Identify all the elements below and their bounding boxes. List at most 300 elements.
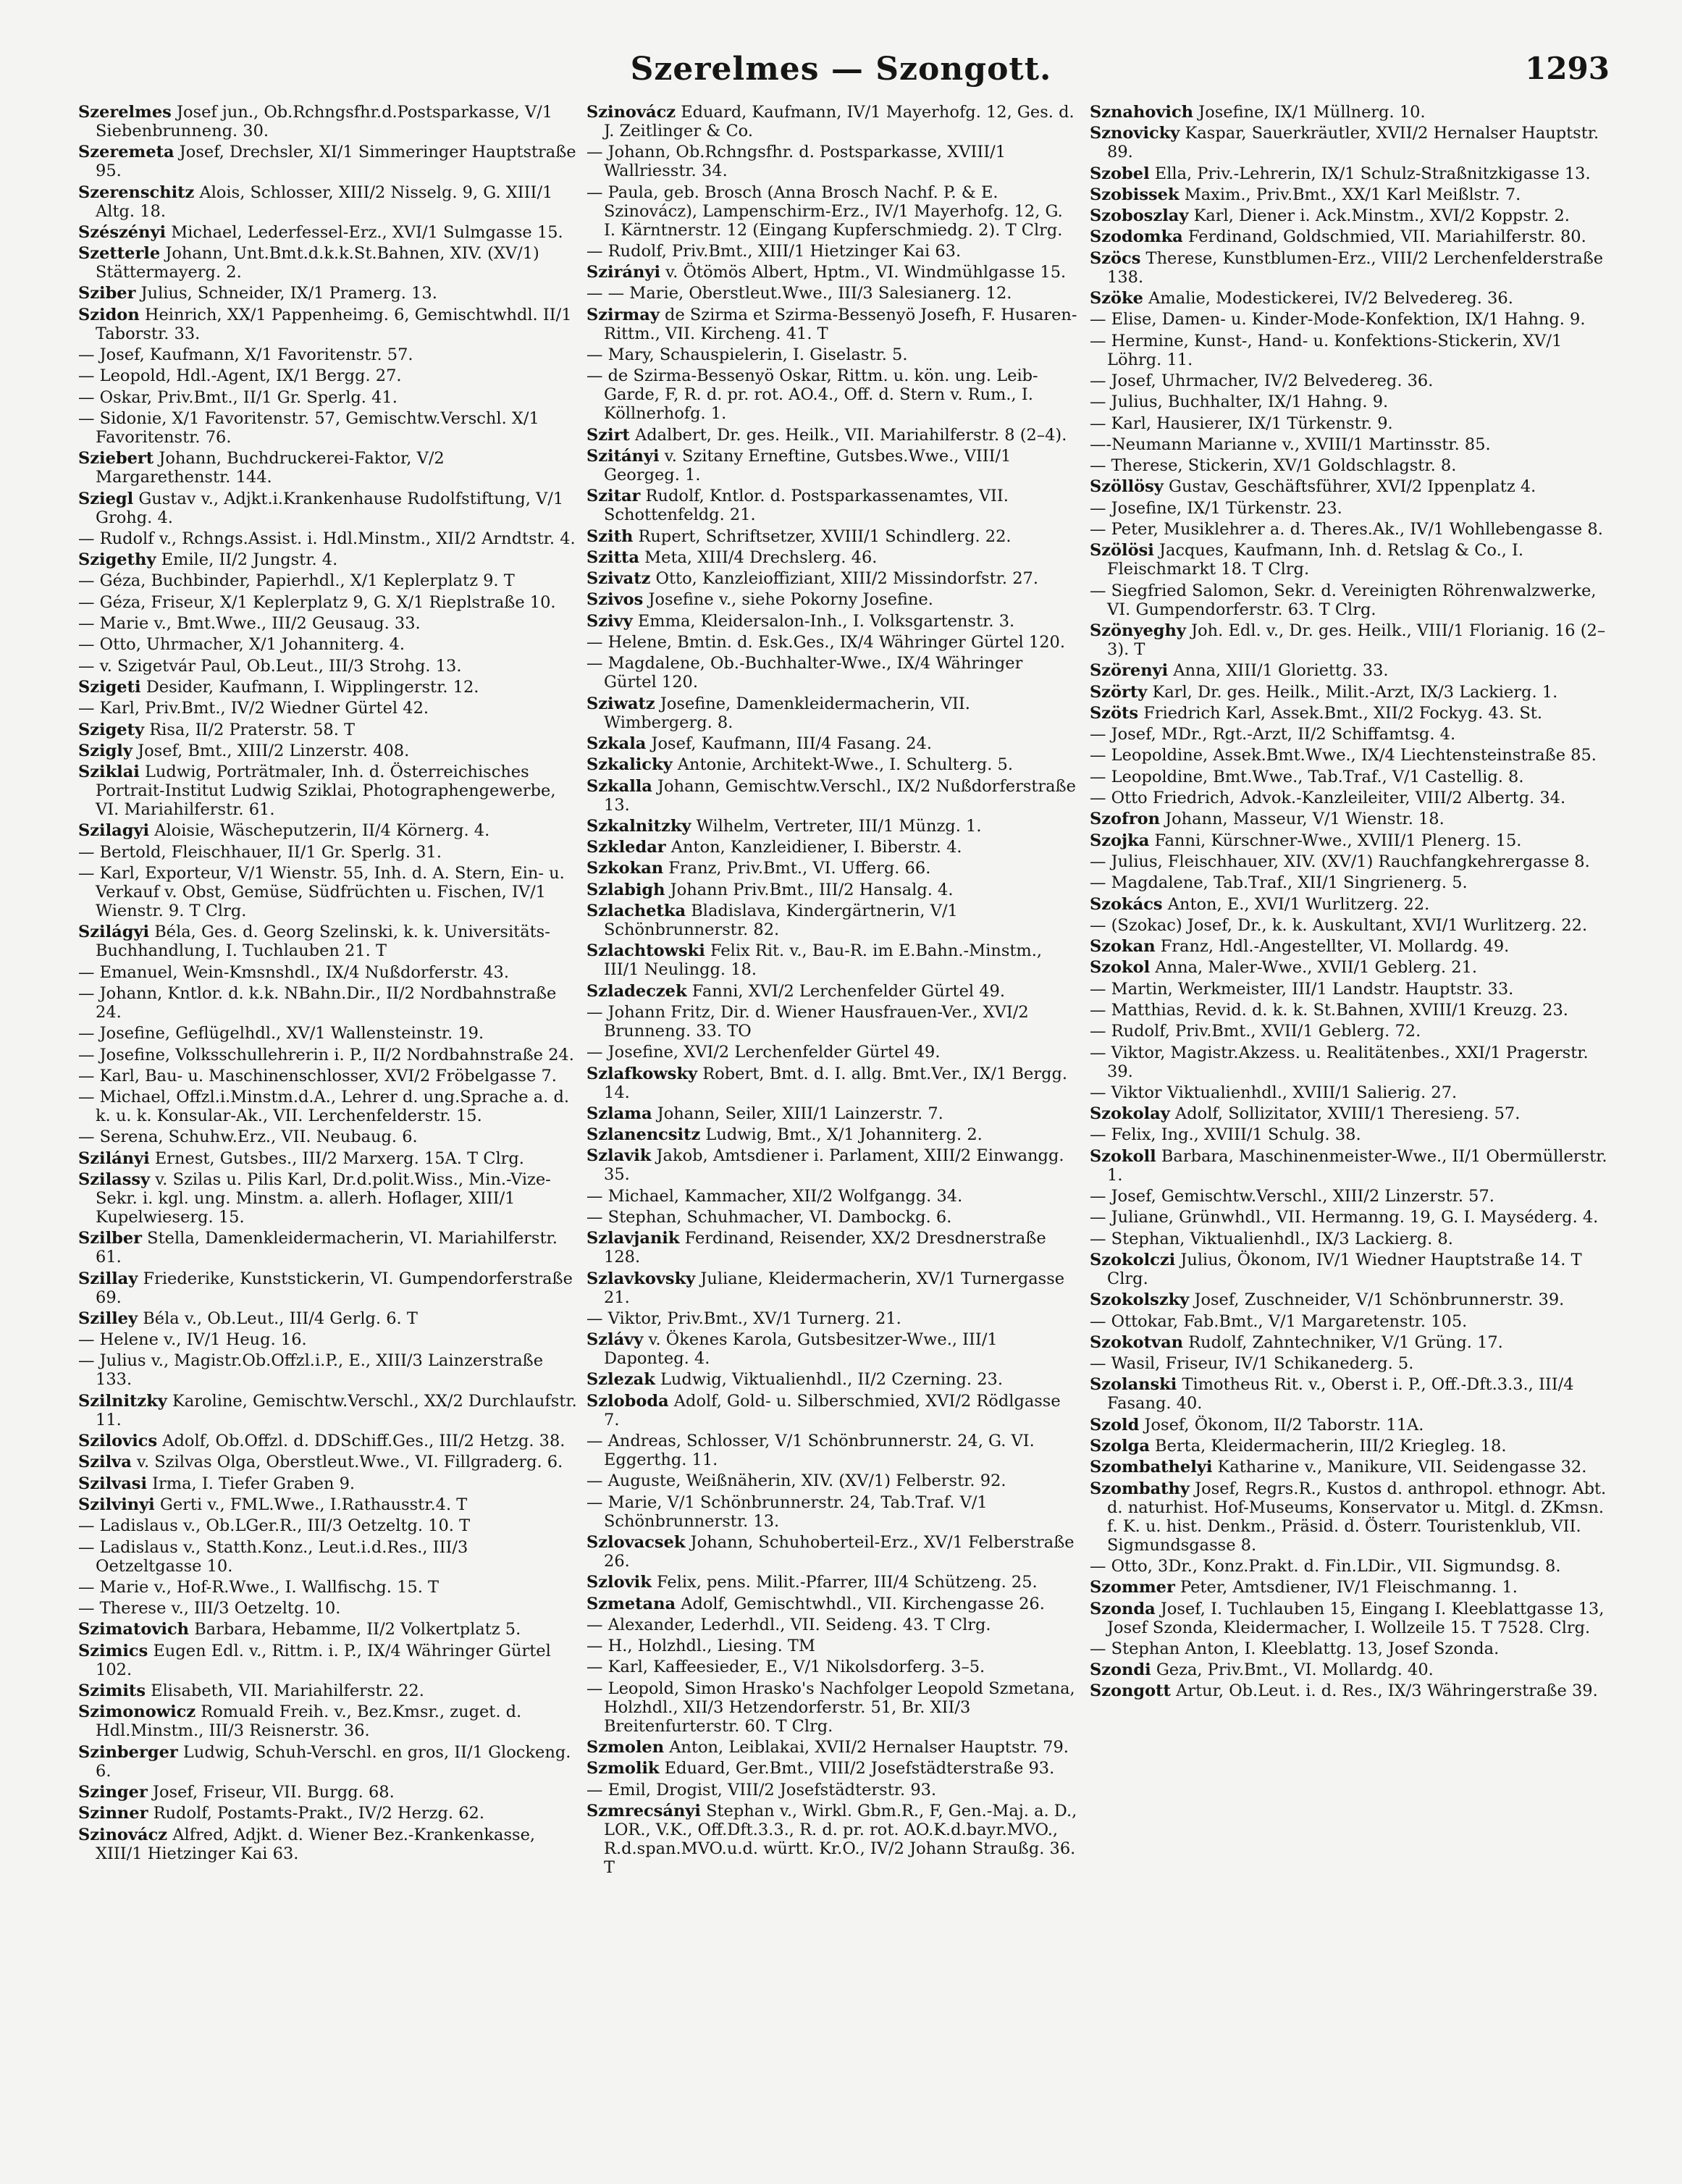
- directory-entry: [78, 678, 578, 697]
- entry-details: Josef, Friseur, VII. Burgg. 68.: [147, 1782, 395, 1802]
- entry-details: Juliane, Kleidermacherin, XV/1 Turnergasse 21.: [604, 1269, 1065, 1307]
- entry-details: Antonie, Architekt-Wwe., I. Schulterg. 5.: [672, 755, 1013, 775]
- directory-entry: [78, 1309, 578, 1328]
- directory-entry: [1090, 1437, 1611, 1456]
- entry-details: Johann, Masseur, V/1 Wienstr. 18.: [1159, 810, 1445, 829]
- entry-surname: Szombathy: [1090, 1479, 1190, 1498]
- column-3: [1090, 103, 1611, 2152]
- entry-details: Amalie, Modestickerei, IV/2 Belvedereg. 36.: [1143, 289, 1513, 308]
- directory-entry: [78, 742, 578, 760]
- directory-entry: [1090, 1147, 1611, 1185]
- entry-surname: Sziebert: [78, 449, 154, 469]
- directory-entry: [1090, 683, 1611, 702]
- entry-details: — v. Szigetvár Paul, Ob.Leut., III/3 Strohg. 13.: [78, 656, 462, 676]
- directory-entry: [78, 923, 578, 960]
- entry-details: Josef, I. Tuchlauben 15, Eingang I. Kleeblattgasse 13, Josef Szonda, Kleidermacher, I. Wollzeile 15. T 7528. Clrg.: [1107, 1599, 1605, 1637]
- entry-details: — Rudolf, Priv.Bmt., XVII/1 Geblerg. 72.: [1090, 1022, 1421, 1041]
- entry-details: Katharine v., Manikure, VII. Seidengasse 32.: [1212, 1458, 1587, 1477]
- directory-entry: [1090, 1125, 1611, 1144]
- directory-entry: [1090, 1639, 1611, 1658]
- entry-surname: Szilányi: [78, 1148, 150, 1168]
- directory-entry: [78, 223, 578, 242]
- entry-details: —-Neumann Marianne v., XVIII/1 Martinsstr. 85.: [1090, 434, 1491, 454]
- entry-details: Rudolf, Kntlor. d. Postsparkassenamtes, VII. Schottenfeldg. 21.: [604, 487, 1009, 525]
- entry-details: — Géza, Friseur, X/1 Keplerplatz 9, G. X/1 Rieplstraße 10.: [78, 592, 556, 612]
- entry-details: — Marie v., Hof-R.Wwe., I. Wallfischg. 15. T: [78, 1577, 440, 1597]
- entry-surname: Szmolik: [586, 1759, 660, 1778]
- entry-surname: Szlachtowski: [586, 941, 705, 961]
- entry-details: — Otto, Uhrmacher, X/1 Johanniterg. 4.: [78, 635, 405, 655]
- directory-entry: [1090, 206, 1611, 225]
- directory-entry: [78, 1538, 578, 1576]
- directory-entry: [1090, 1312, 1611, 1331]
- entry-details: Johann, Schuhoberteil-Erz., XV/1 Felberstraße 26.: [604, 1532, 1075, 1571]
- directory-entry: [78, 1681, 578, 1700]
- entry-surname: Szetterle: [78, 244, 161, 264]
- entry-details: — Siegfried Salomon, Sekr. d. Vereinigten Röhrenwalzwerke, VI. Gumpendorferstr. 63. T Clrg.: [1090, 581, 1597, 619]
- entry-surname: Szombathelyi: [1090, 1458, 1213, 1477]
- entry-surname: Szokan: [1090, 937, 1156, 957]
- entry-surname: Szladeczek: [586, 981, 687, 1001]
- entry-surname: Szlabigh: [586, 880, 665, 899]
- directory-entry: [586, 1187, 1079, 1206]
- directory-entry: [586, 263, 1079, 282]
- entry-details: Alfred, Adjkt. d. Wiener Bez.-Krankenkasse, XIII/1 Hietzinger Kai 63.: [96, 1825, 536, 1863]
- directory-entry: [586, 548, 1079, 567]
- directory-entry: [586, 103, 1079, 140]
- entry-details: v. Szilas u. Pilis Karl, Dr.d.polit.Wiss., Min.-Vize-Sekr. i. kgl. ung. Minstm. a. allerh. Hoflager, XIII/1 Kupelwieserg. 15.: [96, 1169, 551, 1227]
- entry-details: Berta, Kleidermacherin, III/2 Kriegleg. 18.: [1149, 1437, 1507, 1456]
- entry-details: Ella, Priv.-Lehrerin, IX/1 Schulz-Straßnitzkigasse 13.: [1149, 164, 1591, 183]
- directory-entry: [586, 1043, 1079, 1062]
- directory-entry: [78, 1170, 578, 1227]
- directory-entry: [1090, 477, 1611, 496]
- entry-surname: Szommer: [1090, 1578, 1175, 1597]
- entry-details: Adolf, Sollizitator, XVIII/1 Theresieng. 57.: [1169, 1104, 1521, 1124]
- directory-entry: [586, 345, 1079, 364]
- directory-entry: [78, 1826, 578, 1863]
- directory-entry: [78, 1453, 578, 1471]
- entry-details: Desider, Kaufmann, I. Wipplingerstr. 12.: [140, 677, 479, 697]
- entry-details: Romuald Freih. v., Bez.Kmsr., zuget. d. Hdl.Minstm., III/3 Reisnerstr. 36.: [96, 1702, 522, 1741]
- directory-entry: [78, 529, 578, 548]
- directory-entry: [1090, 581, 1611, 619]
- entry-surname: Szlávy: [586, 1330, 644, 1350]
- entry-details: — H., Holzhdl., Liesing. TM: [586, 1637, 815, 1656]
- directory-entry: [586, 1759, 1079, 1778]
- directory-entry: [1090, 332, 1611, 369]
- entry-surname: Sznovicky: [1090, 124, 1180, 143]
- entry-details: Peter, Amtsdiener, IV/1 Fleischmanng. 1.: [1174, 1578, 1518, 1597]
- entry-surname: Szold: [1090, 1415, 1140, 1435]
- directory-entry: [78, 143, 578, 180]
- entry-surname: Szolga: [1090, 1437, 1150, 1456]
- directory-entry: [78, 1067, 578, 1085]
- directory-entry: [586, 487, 1079, 524]
- entry-surname: Szilassy: [78, 1169, 151, 1189]
- entry-surname: Szofron: [1090, 810, 1160, 829]
- directory-entry: [78, 1578, 578, 1597]
- entry-surname: Szilvasi: [78, 1474, 147, 1493]
- entry-details: Joh. Edl. v., Dr. ges. Heilk., VIII/1 Florianig. 16 (2–3). T: [1107, 621, 1606, 659]
- entry-details: Ferdinand, Goldschmied, VII. Mariahilferstr. 80.: [1182, 227, 1586, 247]
- entry-details: — Michael, Kammacher, XII/2 Wolfgangg. 34.: [586, 1186, 963, 1206]
- entry-details: — Josef, Uhrmacher, IV/2 Belvedereg. 36.: [1090, 371, 1434, 390]
- entry-details: Adolf, Gemischtwhdl., VII. Kirchengasse 26.: [676, 1594, 1045, 1613]
- directory-entry: [586, 1208, 1079, 1227]
- directory-entry: [586, 838, 1079, 857]
- entry-details: — Viktor, Magistr.Akzess. u. Realitätenbes., XXI/1 Pragerstr. 39.: [1090, 1043, 1589, 1081]
- entry-details: Julius, Ökonom, IV/1 Wiedner Hauptstraße 14. T Clrg.: [1107, 1250, 1582, 1288]
- entry-details: — Karl, Exporteur, V/1 Wienstr. 55, Inh. d. A. Stern, Ein- u. Verkauf v. Obst, Gemüse, Südfrüchten u. Fischen, IV/1 Wienstr. 9. T Clrg.: [78, 864, 565, 921]
- directory-entry: [78, 284, 578, 303]
- entry-surname: Szilber: [78, 1229, 143, 1248]
- entry-details: — de Szirma-Bessenyö Oskar, Rittm. u. kön. ung. Leib-Garde, F, R. d. pr. rot. AO.4., Off. d. Stern v. Rum., I. Köllnerhofg. 1.: [586, 366, 1038, 424]
- entry-surname: Szokol: [1090, 958, 1151, 978]
- directory-entry: [586, 1573, 1079, 1592]
- directory-entry: [586, 734, 1079, 753]
- entry-surname: Szongott: [1090, 1681, 1171, 1701]
- directory-entry: [1090, 810, 1611, 828]
- directory-entry: [1090, 371, 1611, 390]
- page-number: 1293: [1525, 51, 1610, 86]
- entry-surname: Szmolen: [586, 1738, 665, 1757]
- entry-details: Josef, Regrs.R., Kustos d. anthropol. ethnogr. Abt. d. naturhist. Hof-Museums, Konservator u. Mitgl. d. ZKmsn. f. K. u. hist. Denkm., Präsid. d. Österr. Touristenklub, VII. Sigmundsgasse 8.: [1107, 1479, 1607, 1555]
- directory-entry: [1090, 1557, 1611, 1576]
- directory-entry: [586, 859, 1079, 878]
- directory-entry: [1090, 831, 1611, 850]
- entry-details: Josef, Kaufmann, III/4 Fasang. 24.: [646, 734, 932, 753]
- entry-details: — Leopold, Hdl.-Agent, IX/1 Bergg. 27.: [78, 366, 402, 386]
- directory-entry: [586, 1616, 1079, 1634]
- directory-entry: [586, 694, 1079, 732]
- entry-details: Adalbert, Dr. ges. Heilk., VII. Mariahilferstr. 8 (2–4).: [629, 425, 1067, 445]
- entry-details: — Josef, Kaufmann, X/1 Favoritenstr. 57.: [78, 345, 413, 365]
- entry-surname: Szkledar: [586, 838, 666, 857]
- directory-entry: [586, 1533, 1079, 1571]
- entry-surname: Szöts: [1090, 703, 1139, 723]
- directory-entry: [1090, 1043, 1611, 1081]
- entry-surname: Szkalla: [586, 776, 652, 796]
- entry-surname: Szerelmes: [78, 103, 172, 122]
- entry-surname: Szkalnitzky: [586, 816, 691, 836]
- entry-surname: Szlanencsitz: [586, 1125, 701, 1145]
- entry-surname: Szkala: [586, 734, 647, 753]
- entry-details: — Sidonie, X/1 Favoritenstr. 57, Gemischtw.Verschl. X/1 Favoritenstr. 76.: [78, 408, 539, 447]
- entry-surname: Szimonowicz: [78, 1702, 196, 1722]
- entry-details: — Helene, Bmtin. d. Esk.Ges., IX/4 Währinger Gürtel 120.: [586, 633, 1065, 652]
- directory-entry: [586, 447, 1079, 484]
- entry-surname: Szöcs: [1090, 248, 1141, 268]
- directory-entry: [78, 657, 578, 676]
- entry-details: Wilhelm, Vertreter, III/1 Münzg. 1.: [691, 816, 982, 836]
- entry-surname: Szith: [586, 526, 634, 546]
- directory-entry: [1090, 1458, 1611, 1477]
- entry-details: Johann Priv.Bmt., III/2 Hansalg. 4.: [665, 880, 954, 899]
- entry-surname: Szodomka: [1090, 227, 1183, 247]
- entry-details: Gustav v., Adjkt.i.Krankenhause Rudolfstiftung, V/1 Grohg. 4.: [96, 489, 564, 527]
- entry-details: Anna, Maler-Wwe., XVII/1 Geblerg. 21.: [1150, 958, 1478, 978]
- entry-details: Johann, Unt.Bmt.d.k.k.St.Bahnen, XIV. (XV/1) Stättermayerg. 2.: [96, 244, 539, 282]
- entry-surname: Szilvinyi: [78, 1495, 155, 1514]
- entry-surname: Szilley: [78, 1309, 138, 1328]
- directory-entry: [1090, 520, 1611, 539]
- entry-details: Josef, Bmt., XIII/2 Linzerstr. 408.: [132, 741, 410, 760]
- directory-entry: [586, 902, 1079, 939]
- entry-details: Risa, II/2 Praterstr. 58. T: [144, 720, 356, 739]
- directory-entry: [1090, 249, 1611, 287]
- directory-entry: [78, 1474, 578, 1493]
- directory-entry: [1090, 164, 1611, 183]
- directory-entry: [78, 1642, 578, 1679]
- directory-entry: [586, 1781, 1079, 1799]
- directory-entry: [586, 242, 1079, 261]
- entry-details: Franz, Priv.Bmt., VI. Ufferg. 66.: [663, 859, 931, 878]
- entry-surname: Szkokan: [586, 859, 664, 878]
- directory-entry: [1090, 725, 1611, 744]
- directory-entry: [78, 593, 578, 612]
- entry-details: — Viktor, Priv.Bmt., XV/1 Turnerg. 21.: [586, 1309, 901, 1328]
- directory-entry: [586, 1738, 1079, 1757]
- entry-surname: Szinner: [78, 1804, 148, 1823]
- entry-details: Heinrich, XX/1 Pappenheimg. 6, Gemischtwhdl. II/1 Taborstr. 33.: [96, 305, 572, 343]
- entry-details: — Emil, Drogist, VIII/2 Josefstädterstr. 93.: [586, 1780, 937, 1799]
- entry-surname: Szivos: [586, 590, 644, 610]
- entry-surname: Szigethy: [78, 550, 156, 570]
- directory-entry: [586, 881, 1079, 899]
- directory-entry: [586, 1125, 1079, 1144]
- directory-entry: [78, 763, 578, 819]
- entry-details: — Bertold, Fleischhauer, II/1 Gr. Sperlg. 31.: [78, 842, 442, 862]
- directory-entry: [1090, 103, 1611, 122]
- entry-surname: Szoboszlay: [1090, 206, 1189, 226]
- directory-entry: [78, 571, 578, 590]
- entry-details: Josef, Drechsler, XI/1 Simmeringer Hauptstraße 95.: [96, 143, 576, 181]
- directory-entry: [1090, 541, 1611, 579]
- entry-surname: Szirt: [586, 425, 630, 445]
- entry-surname: Szmetana: [586, 1594, 676, 1613]
- entry-details: — Otto, 3Dr., Konz.Prakt. d. Fin.LDir., VII. Sigmundsg. 8.: [1090, 1556, 1561, 1576]
- directory-entry: [78, 843, 578, 862]
- entry-surname: Szlafkowsky: [586, 1064, 698, 1083]
- entry-details: — Leopold, Simon Hrasko's Nachfolger Leopold Szmetana, Holzhdl., XII/3 Hetzendorferstr. 51, Br. XII/3 Breitenfurterstr. 60. T Clrg.: [586, 1679, 1075, 1736]
- directory-entry: [586, 982, 1079, 1001]
- entry-surname: Sziklai: [78, 763, 140, 782]
- directory-entry: [78, 183, 578, 221]
- directory-entry: [78, 1804, 578, 1823]
- entry-details: — Josef, Gemischtw.Verschl., XIII/2 Linzerstr. 57.: [1090, 1187, 1494, 1206]
- directory-entry: [1090, 1251, 1611, 1288]
- entry-details: Karoline, Gemischtw.Verschl., XX/2 Durchlaufstr. 11.: [96, 1391, 577, 1429]
- entry-surname: Szivy: [586, 611, 633, 631]
- entry-surname: Szolanski: [1090, 1375, 1177, 1395]
- entry-surname: Szillay: [78, 1269, 138, 1288]
- directory-entry: [1090, 124, 1611, 161]
- entry-surname: Szimics: [78, 1641, 148, 1660]
- directory-entry: [78, 345, 578, 364]
- entry-surname: Szinberger: [78, 1742, 178, 1762]
- directory-entry: [78, 550, 578, 569]
- entry-details: Barbara, Maschinenmeister-Wwe., II/1 Obermüllerstr. 1.: [1107, 1146, 1607, 1185]
- directory-entry: [1090, 1600, 1611, 1637]
- directory-entry: [78, 635, 578, 654]
- entry-surname: Szigeti: [78, 677, 141, 697]
- entry-details: Gerti v., FML.Wwe., I.Rathausstr.4. T: [154, 1495, 468, 1514]
- entry-details: Maxim., Priv.Bmt., XX/1 Karl Meißlstr. 7.: [1179, 185, 1521, 204]
- directory-entry: [586, 633, 1079, 652]
- entry-details: — Josef, MDr., Rgt.-Arzt, II/2 Schiffamtsg. 4.: [1090, 725, 1456, 744]
- directory-entry: [1090, 289, 1611, 308]
- directory-entry: [586, 569, 1079, 588]
- entry-surname: Szitányi: [586, 446, 660, 466]
- entry-surname: Szlama: [586, 1104, 652, 1123]
- entry-surname: Szlovacsek: [586, 1532, 686, 1552]
- entry-surname: Sziegl: [78, 489, 134, 508]
- entry-details: — Karl, Kaffeesieder, E., V/1 Nikolsdorferg. 3–5.: [586, 1658, 985, 1677]
- directory-entry: [1090, 768, 1611, 786]
- entry-details: — Ottokar, Fab.Bmt., V/1 Margaretenstr. 105.: [1090, 1311, 1468, 1331]
- entry-details: Anton, E., XVI/1 Wurlitzerg. 22.: [1162, 894, 1430, 914]
- entry-details: Rudolf, Zahntechniker, V/1 Grüng. 17.: [1183, 1332, 1503, 1352]
- directory-entry: [1090, 227, 1611, 246]
- entry-details: — Martin, Werkmeister, III/1 Landstr. Hauptstr. 33.: [1090, 979, 1514, 999]
- entry-details: — Elise, Damen- u. Kinder-Mode-Konfektion, IX/1 Hahng. 9.: [1090, 310, 1586, 329]
- entry-details: Irma, I. Tiefer Graben 9.: [147, 1474, 356, 1493]
- entry-surname: Szokolszky: [1090, 1290, 1190, 1310]
- entry-details: — Stephan, Schuhmacher, VI. Dambockg. 6.: [586, 1207, 952, 1227]
- directory-entry: [586, 1269, 1079, 1307]
- entry-details: Timotheus Rit. v., Oberst i. P., Off.-Dft.3.3., III/4 Fasang. 40.: [1107, 1375, 1574, 1414]
- entry-details: Anton, Kanzleidiener, I. Biberstr. 4.: [665, 838, 962, 857]
- entry-details: Rupert, Schriftsetzer, XVIII/1 Schindlerg. 22.: [633, 526, 1012, 546]
- entry-details: Julius, Schneider, IX/1 Pramerg. 13.: [135, 284, 437, 303]
- directory-entry: [78, 409, 578, 447]
- directory-entry: [1090, 852, 1611, 871]
- entry-details: Felix, pens. Milit.-Pfarrer, III/4 Schützeng. 25.: [651, 1573, 1038, 1592]
- entry-details: Johann, Buchdruckerei-Faktor, V/2 Margarethenstr. 144.: [96, 449, 445, 487]
- entry-details: Anna, XIII/1 Gloriettg. 33.: [1168, 661, 1389, 681]
- entry-details: — Julius, Buchhalter, IX/1 Hahng. 9.: [1090, 392, 1389, 412]
- directory-entry: [586, 1802, 1079, 1877]
- directory-entry: [78, 490, 578, 527]
- entry-details: Otto, Kanzleioffiziant, XIII/2 Missindorfstr. 27.: [650, 569, 1038, 589]
- directory-entry: [78, 1127, 578, 1146]
- directory-entry: [586, 941, 1079, 979]
- entry-details: Jakob, Amtsdiener i. Parlament, XIII/2 Einwangg. 35.: [604, 1146, 1064, 1185]
- entry-details: — Géza, Buchbinder, Papierhdl., X/1 Keplerplatz 9. T: [78, 571, 515, 591]
- entry-details: — Oskar, Priv.Bmt., II/1 Gr. Sperlg. 41.: [78, 387, 398, 407]
- entry-details: — Marie v., Bmt.Wwe., III/2 Geusaug. 33.: [78, 614, 421, 634]
- entry-details: — Leopoldine, Bmt.Wwe., Tab.Traf., V/1 Castellig. 8.: [1090, 767, 1524, 786]
- directory-entry: [78, 864, 578, 920]
- entry-details: — Stephan, Viktualienhdl., IX/3 Lackierg. 8.: [1090, 1229, 1453, 1248]
- directory-entry: [1090, 1375, 1611, 1413]
- entry-details: — Johann, Kntlor. d. k.k. NBahn.Dir., II/2 Nordbahnstraße 24.: [78, 983, 557, 1022]
- directory-entry: [586, 590, 1079, 609]
- entry-details: — Emanuel, Wein-Kmsnshdl., IX/4 Nußdorferstr. 43.: [78, 962, 510, 982]
- directory-entry: [78, 1351, 578, 1389]
- directory-entry: [1090, 704, 1611, 723]
- directory-entry: [1090, 1354, 1611, 1373]
- directory-entry: [78, 449, 578, 487]
- entry-details: — Johann, Ob.Rchngsfhr. d. Postsparkasse, XVIII/1 Wallriesstr. 34.: [586, 143, 1006, 181]
- entry-details: — Johann Fritz, Dir. d. Wiener Hausfrauen-Ver., XVI/2 Brunneng. 33. TO: [586, 1002, 1029, 1041]
- entry-details: — Hermine, Kunst-, Hand- u. Konfektions-Stickerin, XV/1 Löhrg. 11.: [1090, 331, 1563, 369]
- directory-entry: [586, 1229, 1079, 1267]
- entry-details: — Karl, Bau- u. Maschinenschlosser, XVI/2 Fröbelgasse 7.: [78, 1066, 557, 1085]
- entry-details: — Leopoldine, Assek.Bmt.Wwe., IX/4 Liechtensteinstraße 85.: [1090, 746, 1597, 765]
- entry-details: Elisabeth, VII. Mariahilferstr. 22.: [146, 1681, 424, 1701]
- running-head: Szerelmes — Szongott.: [630, 51, 1052, 88]
- entry-details: de Szirma et Szirma-Bessenyö Josefh, F. Husaren-Rittm., VII. Kircheng. 41. T: [604, 305, 1077, 343]
- directory-entry: [586, 612, 1079, 631]
- entry-details: Eugen Edl. v., Rittm. i. P., IX/4 Währinger Gürtel 102.: [96, 1641, 551, 1679]
- entry-details: Geza, Priv.Bmt., VI. Mollardg. 40.: [1151, 1660, 1434, 1680]
- entry-details: Josefine v., siehe Pokorny Josefine.: [643, 590, 933, 610]
- entry-surname: Szokolczi: [1090, 1250, 1176, 1269]
- entry-surname: Szitta: [586, 547, 639, 567]
- entry-details: Josefine, IX/1 Müllnerg. 10.: [1193, 103, 1426, 122]
- entry-details: — Josefine, IX/1 Türkenstr. 23.: [1090, 498, 1342, 518]
- directory-entry: [78, 1620, 578, 1639]
- entry-surname: Szilnitzky: [78, 1391, 167, 1411]
- entry-details: Ferdinand, Reisender, XX/2 Dresdnerstraße 128.: [604, 1229, 1046, 1267]
- directory-entry: [586, 1595, 1079, 1613]
- directory-entry: [78, 388, 578, 407]
- entry-details: v. Ökenes Karola, Gutsbesitzer-Wwe., III/1 Daponteg. 4.: [604, 1330, 998, 1369]
- entry-details: Adolf, Ob.Offzl. d. DDSchiff.Ges., III/2 Hetzg. 38.: [157, 1432, 565, 1451]
- directory-entry: [586, 143, 1079, 180]
- entry-surname: Szilágyi: [78, 923, 150, 942]
- directory-entry: [1090, 980, 1611, 999]
- directory-entry: [1090, 1083, 1611, 1102]
- directory-entry: [586, 284, 1079, 303]
- entry-surname: Szloboda: [586, 1391, 669, 1411]
- entry-details: — Josefine, Volksschullehrerin i. P., II/2 Nordbahnstraße 24.: [78, 1045, 574, 1064]
- directory-entry: [78, 244, 578, 282]
- entry-details: — Karl, Hausierer, IX/1 Türkenstr. 9.: [1090, 413, 1393, 433]
- directory-entry: [1090, 1208, 1611, 1227]
- entry-surname: Szlavik: [586, 1146, 652, 1166]
- page-header: [72, 51, 1610, 98]
- entry-details: Stella, Damenkleidermacherin, VI. Mariahilferstr. 61.: [96, 1229, 558, 1267]
- entry-details: — Marie, V/1 Schönbrunnerstr. 24, Tab.Traf. V/1 Schönbrunnerstr. 13.: [586, 1492, 988, 1531]
- directory-entry: [78, 984, 578, 1022]
- entry-details: — — Marie, Oberstleut.Wwe., III/3 Salesianerg. 12.: [586, 284, 1012, 303]
- entry-details: v. Szilvas Olga, Oberstleut.Wwe., VI. Fillgraderg. 6.: [131, 1453, 563, 1472]
- entry-details: — Serena, Schuhw.Erz., VII. Neubaug. 6.: [78, 1127, 418, 1147]
- entry-surname: Sziber: [78, 284, 136, 303]
- entry-surname: Szölösi: [1090, 541, 1154, 560]
- directory-entry: [1090, 414, 1611, 433]
- entry-surname: Szidon: [78, 305, 140, 324]
- directory-entry: [586, 1658, 1079, 1676]
- entry-surname: Szmrecsányi: [586, 1801, 701, 1820]
- entry-details: — Karl, Priv.Bmt., IV/2 Wiedner Gürtel 42.: [78, 699, 429, 718]
- entry-details: Ludwig, Viktualienhdl., II/2 Czerning. 23.: [655, 1370, 1004, 1390]
- entry-details: — Therese, Stickerin, XV/1 Goldschlagstr. 8.: [1090, 456, 1457, 476]
- entry-details: Josef, Zuschneider, V/1 Schönbrunnerstr. 39.: [1189, 1290, 1565, 1310]
- entry-details: Josefine, Damenkleidermacherin, VII. Wimbergerg. 8.: [604, 694, 970, 732]
- entry-details: — Josefine, XVI/2 Lerchenfelder Gürtel 49.: [586, 1043, 941, 1062]
- directory-entry: [78, 699, 578, 718]
- directory-entry: [1090, 937, 1611, 956]
- entry-surname: Szigety: [78, 720, 145, 739]
- entry-surname: Szokotvan: [1090, 1332, 1184, 1352]
- entry-details: Jacques, Kaufmann, Inh. d. Retslag & Co., I. Fleischmarkt 18. T Clrg.: [1107, 541, 1524, 579]
- directory-entry: [1090, 435, 1611, 454]
- entry-details: — Viktor Viktualienhdl., XVIII/1 Salierig. 27.: [1090, 1083, 1458, 1102]
